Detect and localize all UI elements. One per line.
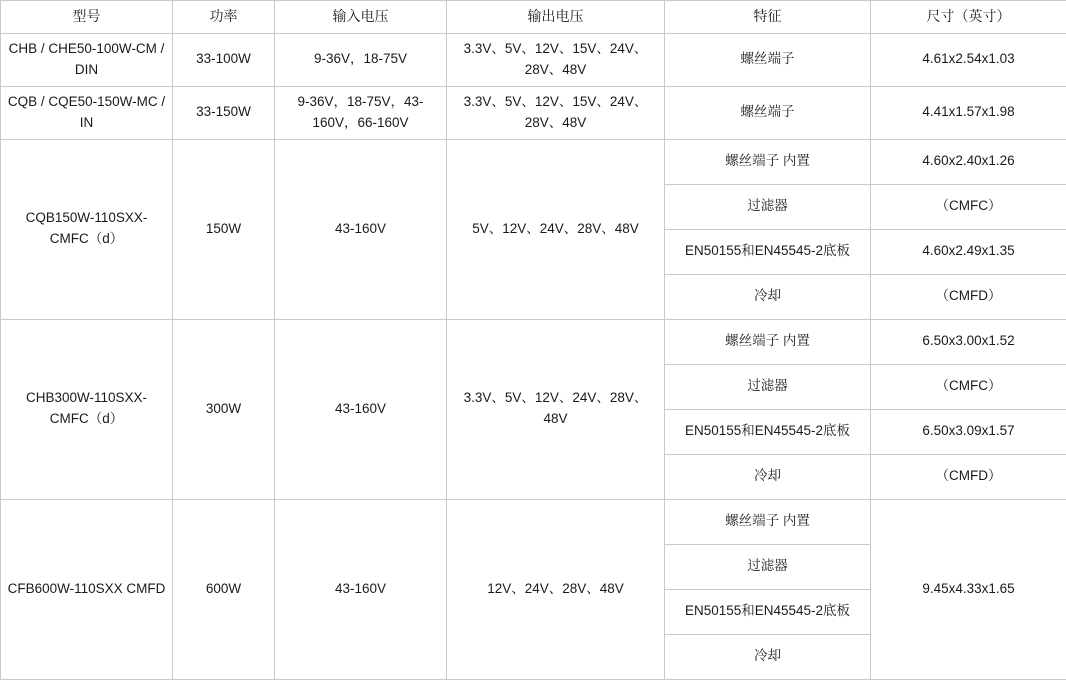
- column-header-dimensions: 尺寸（英寸）: [871, 1, 1066, 34]
- cell-power: 33-100W: [173, 34, 275, 87]
- table-header-row: [1, 1, 1066, 34]
- column-header-model: 型号: [1, 1, 173, 34]
- cell-output-voltage: 3.3V、5V、12V、15V、24V、28V、48V: [447, 86, 665, 139]
- cell-input-voltage: 43-160V: [275, 499, 447, 679]
- table-row: [1, 499, 1066, 544]
- cell-feature: 冷却: [665, 634, 871, 679]
- cell-input-voltage: 43-160V: [275, 139, 447, 319]
- cell-feature: 过滤器: [665, 184, 871, 229]
- cell-output-voltage: 12V、24V、28V、48V: [447, 499, 665, 679]
- cell-dimension: 4.60x2.40x1.26: [871, 139, 1066, 184]
- cell-feature: 螺丝端子 内置: [665, 499, 871, 544]
- table-row: [1, 34, 1066, 87]
- cell-input-voltage: 43-160V: [275, 319, 447, 499]
- cell-model: CQB150W-110SXX-CMFC（d）: [1, 139, 173, 319]
- cell-dimension: 6.50x3.00x1.52: [871, 319, 1066, 364]
- cell-model: CHB / CHE50-100W-CM / DIN: [1, 34, 173, 87]
- table-body: [1, 34, 1066, 680]
- cell-feature: 冷却: [665, 454, 871, 499]
- table-row: [1, 86, 1066, 139]
- cell-dimension: 4.41x1.57x1.98: [871, 86, 1066, 139]
- cell-feature: EN50155和EN45545-2底板: [665, 409, 871, 454]
- cell-model: CHB300W-110SXX-CMFC（d）: [1, 319, 173, 499]
- cell-dimension: 4.60x2.49x1.35: [871, 229, 1066, 274]
- cell-model: CQB / CQE50-150W-MC / IN: [1, 86, 173, 139]
- cell-input-voltage: 9-36V，18-75V: [275, 34, 447, 87]
- cell-power: 600W: [173, 499, 275, 679]
- column-header-features: 特征: [665, 1, 871, 34]
- column-header-power: 功率: [173, 1, 275, 34]
- cell-dimension: （CMFD）: [871, 274, 1066, 319]
- cell-feature: 螺丝端子: [665, 86, 871, 139]
- cell-feature: 螺丝端子 内置: [665, 139, 871, 184]
- cell-dimension: （CMFC）: [871, 184, 1066, 229]
- cell-feature: 螺丝端子: [665, 34, 871, 87]
- cell-feature: 过滤器: [665, 364, 871, 409]
- cell-feature: EN50155和EN45545-2底板: [665, 589, 871, 634]
- cell-output-voltage: 3.3V、5V、12V、24V、28V、48V: [447, 319, 665, 499]
- cell-dimension: 4.61x2.54x1.03: [871, 34, 1066, 87]
- cell-output-voltage: 3.3V、5V、12V、15V、24V、28V、48V: [447, 34, 665, 87]
- column-header-input-voltage: 输入电压: [275, 1, 447, 34]
- cell-power: 33-150W: [173, 86, 275, 139]
- table-row: [1, 319, 1066, 364]
- cell-power: 300W: [173, 319, 275, 499]
- table-row: [1, 139, 1066, 184]
- cell-dimension: 6.50x3.09x1.57: [871, 409, 1066, 454]
- cell-dimension: （CMFC）: [871, 364, 1066, 409]
- cell-feature: EN50155和EN45545-2底板: [665, 229, 871, 274]
- table-header: [1, 1, 1066, 34]
- cell-dimension: 9.45x4.33x1.65: [871, 499, 1066, 679]
- cell-input-voltage: 9-36V，18-75V，43-160V，66-160V: [275, 86, 447, 139]
- cell-feature: 过滤器: [665, 544, 871, 589]
- cell-dimension: （CMFD）: [871, 454, 1066, 499]
- cell-power: 150W: [173, 139, 275, 319]
- cell-model: CFB600W-110SXX CMFD: [1, 499, 173, 679]
- cell-feature: 冷却: [665, 274, 871, 319]
- column-header-output-voltage: 输出电压: [447, 1, 665, 34]
- cell-feature: 螺丝端子 内置: [665, 319, 871, 364]
- cell-output-voltage: 5V、12V、24V、28V、48V: [447, 139, 665, 319]
